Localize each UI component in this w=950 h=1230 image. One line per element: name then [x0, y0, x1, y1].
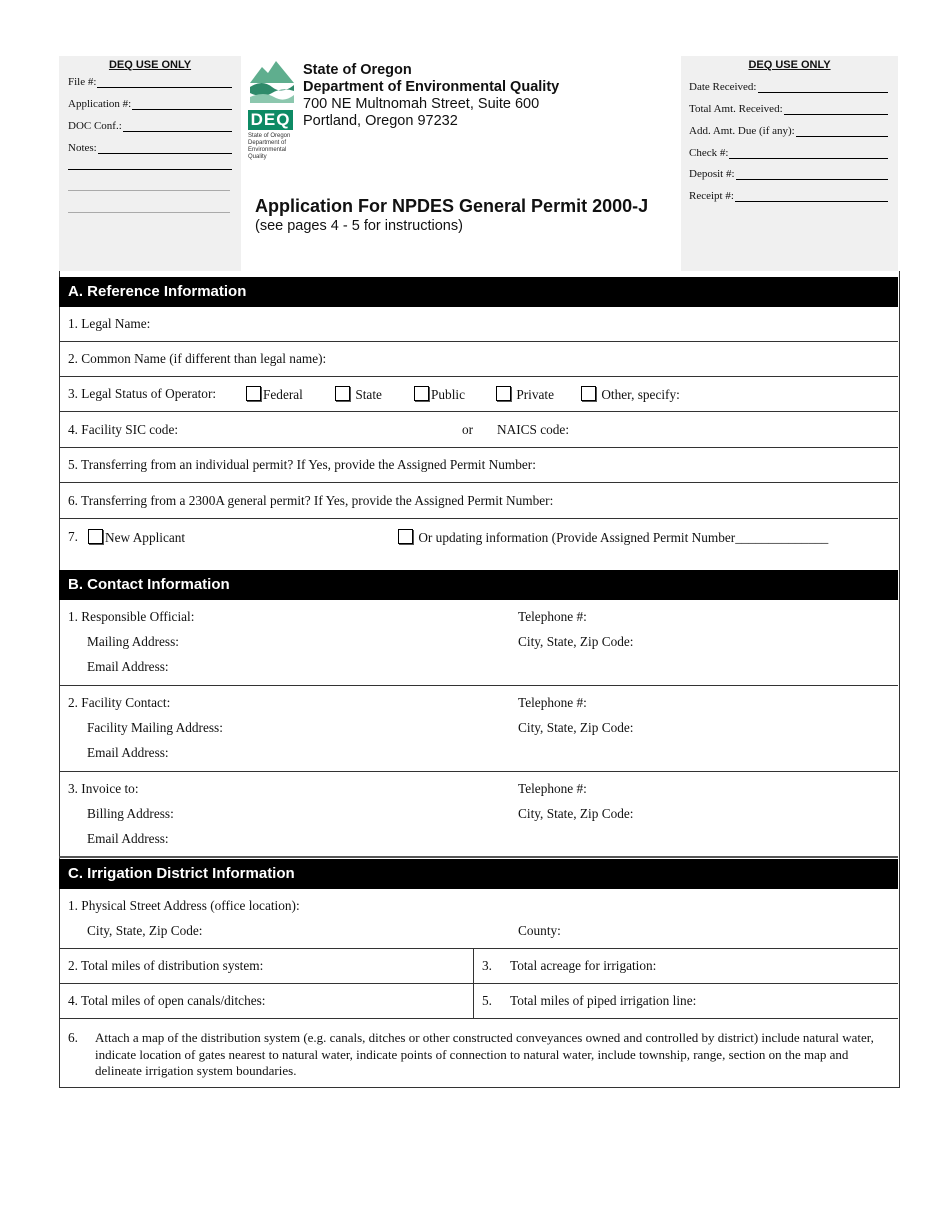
- distribution-miles-row[interactable]: [59, 949, 898, 984]
- mountain-river-icon: [248, 57, 296, 105]
- notes-line[interactable]: [68, 169, 232, 170]
- telephone-label: Telephone #:: [518, 781, 587, 796]
- section-b-header: B. Contact Information: [59, 570, 898, 600]
- updating-information-checkbox[interactable]: Or updating information (Provide Assigned Permit Number______________: [398, 529, 828, 546]
- q7-number: 7.: [68, 529, 78, 544]
- notes-line[interactable]: [68, 190, 230, 191]
- canal-miles-label: 4. Total miles of open canals/ditches:: [68, 993, 266, 1008]
- state-checkbox[interactable]: State: [335, 386, 382, 403]
- sic-code-label: 4. Facility SIC code:: [68, 422, 179, 437]
- common-name-row[interactable]: [59, 342, 898, 377]
- q6-number: 6.: [68, 1030, 78, 1045]
- county-label: County:: [518, 923, 561, 938]
- section-a-header: A. Reference Information: [59, 277, 898, 307]
- check-number-field[interactable]: Check #:: [689, 147, 888, 159]
- legal-status-row: [59, 377, 898, 412]
- agency-department: Department of Environmental Quality: [303, 79, 560, 95]
- public-checkbox[interactable]: Public: [414, 386, 465, 403]
- doc-conf-field[interactable]: DOC Conf.:: [68, 120, 232, 132]
- notes-field[interactable]: Notes:: [68, 142, 232, 154]
- application-number-field[interactable]: Application #:: [68, 98, 232, 110]
- federal-checkbox[interactable]: Federal: [246, 386, 303, 403]
- form-title-block: [255, 196, 648, 234]
- agency-street: 700 NE Multnomah Street, Suite 600: [303, 96, 540, 112]
- facility-contact-label: 2. Facility Contact:: [68, 695, 171, 710]
- private-checkbox[interactable]: Private: [496, 386, 554, 403]
- individual-permit-label: 5. Transferring from an individual permit? If Yes, provide the Assigned Permit Number:: [68, 457, 536, 472]
- new-applicant-checkbox[interactable]: New Applicant: [88, 529, 185, 546]
- city-state-zip-label: City, State, Zip Code:: [518, 806, 634, 821]
- distribution-miles-label: 2. Total miles of distribution system:: [68, 958, 264, 973]
- logo-text: DEQ: [248, 110, 293, 130]
- other-checkbox[interactable]: Other, specify:: [581, 386, 680, 403]
- agency-block: [303, 62, 559, 130]
- deq-use-only-title: DEQ USE ONLY: [748, 59, 831, 71]
- individual-permit-row[interactable]: [59, 448, 898, 483]
- telephone-label: Telephone #:: [518, 695, 587, 710]
- piped-line-miles-label: Total miles of piped irrigation line:: [510, 993, 697, 1008]
- mailing-address-label: Mailing Address:: [87, 634, 179, 649]
- city-state-zip-label: City, State, Zip Code:: [87, 923, 203, 938]
- common-name-label: 2. Common Name (if different than legal name):: [68, 351, 327, 366]
- deq-use-only-title: DEQ USE ONLY: [108, 59, 192, 71]
- sic-code-row[interactable]: [59, 412, 898, 448]
- map-attachment-instructions: Attach a map of the distribution system (e.g. canals, ditches or other constructed conveyances owned and controlled by district) include natural water, indicate location of gates nearest to natural water, indicate points of connection to natural water, include township, range, section on the map and delineate irrigation system boundaries.: [95, 1030, 874, 1078]
- email-address-label: Email Address:: [87, 659, 169, 674]
- naics-code-label: NAICS code:: [497, 422, 570, 437]
- or-label: or: [462, 422, 474, 437]
- facility-contact-row[interactable]: [59, 686, 898, 772]
- logo-subtext: State of Oregon Department of Environmental Quality: [248, 133, 291, 160]
- section-c-header: C. Irrigation District Information: [59, 859, 898, 889]
- physical-address-row[interactable]: [59, 889, 898, 949]
- general-permit-row[interactable]: [59, 483, 898, 519]
- form-title: Application For NPDES General Permit 2000-J: [255, 196, 649, 216]
- map-attachment-row: [59, 1019, 898, 1087]
- legal-name-row[interactable]: [59, 307, 898, 342]
- physical-address-label: 1. Physical Street Address (office location):: [68, 898, 300, 913]
- general-permit-label: 6. Transferring from a 2300A general permit? If Yes, provide the Assigned Permit Number:: [68, 493, 554, 508]
- city-state-zip-label: City, State, Zip Code:: [518, 634, 634, 649]
- agency-city: Portland, Oregon 97232: [303, 113, 458, 129]
- email-address-label: Email Address:: [87, 745, 169, 760]
- deq-logo: [248, 57, 296, 167]
- applicant-type-row: [59, 519, 898, 570]
- legal-status-label: 3. Legal Status of Operator:: [68, 386, 217, 401]
- invoice-to-label: 3. Invoice to:: [68, 781, 139, 796]
- city-state-zip-label: City, State, Zip Code:: [518, 720, 634, 735]
- email-address-label: Email Address:: [87, 831, 169, 846]
- date-received-field[interactable]: Date Received:: [689, 81, 888, 93]
- q3-number: 3.: [482, 958, 492, 973]
- legal-name-label: 1. Legal Name:: [68, 316, 151, 331]
- additional-amount-due-field[interactable]: Add. Amt. Due (if any):: [689, 125, 888, 137]
- responsible-official-row[interactable]: [59, 600, 898, 686]
- deposit-number-field[interactable]: Deposit #:: [689, 168, 888, 180]
- facility-mailing-address-label: Facility Mailing Address:: [87, 720, 223, 735]
- telephone-label: Telephone #:: [518, 609, 587, 624]
- file-number-field[interactable]: File #:: [68, 76, 232, 88]
- billing-address-label: Billing Address:: [87, 806, 174, 821]
- total-amount-received-field[interactable]: Total Amt. Received:: [689, 103, 888, 115]
- notes-line[interactable]: [68, 212, 230, 213]
- form-subtitle: (see pages 4 - 5 for instructions): [255, 218, 463, 234]
- q5-number: 5.: [482, 993, 492, 1008]
- receipt-number-field[interactable]: Receipt #:: [689, 190, 888, 202]
- responsible-official-label: 1. Responsible Official:: [68, 609, 195, 624]
- invoice-row[interactable]: [59, 772, 898, 858]
- canal-miles-row[interactable]: [59, 984, 898, 1019]
- irrigation-acreage-label: Total acreage for irrigation:: [510, 958, 657, 973]
- deq-use-only-left: [59, 56, 241, 271]
- agency-state: State of Oregon: [303, 62, 412, 78]
